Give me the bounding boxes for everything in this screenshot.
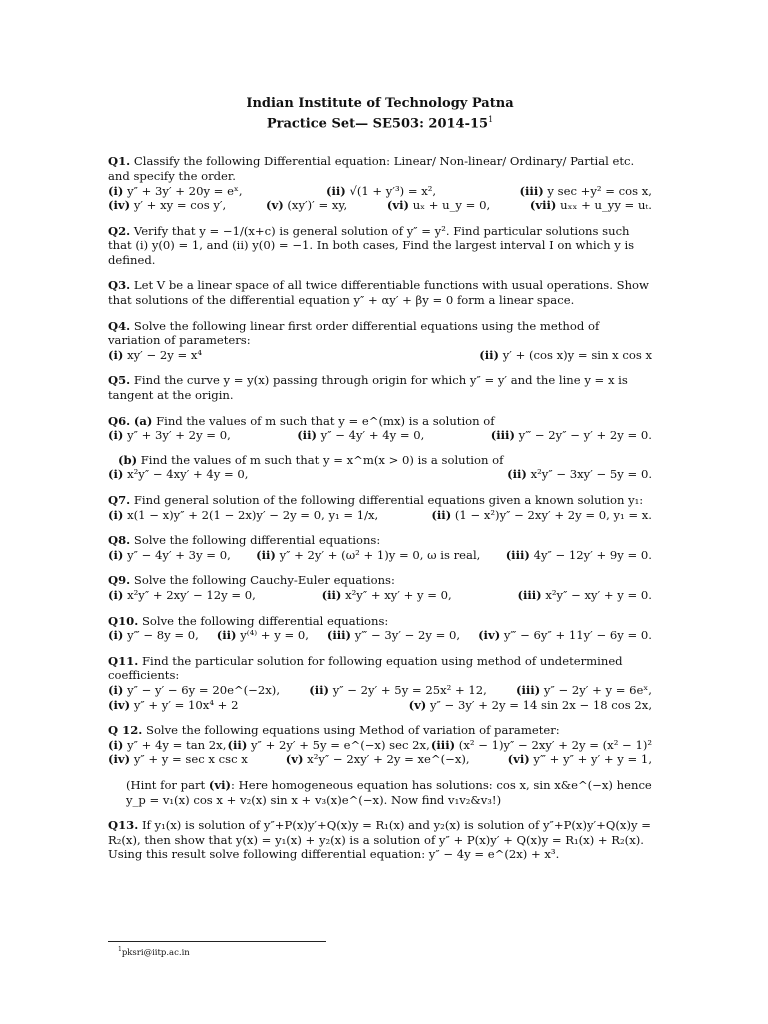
question-4 bbox=[108, 319, 652, 363]
q6a-part-ii: (ii) y″ − 4y′ + 4y = 0, bbox=[297, 428, 425, 443]
question-10-row-1 bbox=[108, 628, 652, 643]
q8-part-iii: (iii) 4y″ − 12y′ + 9y = 0. bbox=[505, 547, 652, 562]
q12-part-iii: (iii) (x² − 1)y″ − 2xy′ + 2y = (x² − 1)² bbox=[430, 737, 652, 752]
question-4-text: Q4. Solve the following linear first order differential equations using the method of variation of parameters: bbox=[108, 318, 600, 348]
question-1-row-1 bbox=[108, 184, 652, 199]
q8-part-i: (i) y″ − 4y′ + 3y = 0, bbox=[108, 547, 231, 562]
question-12-row-1 bbox=[108, 738, 652, 753]
footnote-email: pksri@iitp.ac.in bbox=[121, 947, 190, 958]
q8-part-ii: (ii) y″ + 2y′ + (ω² + 1)y = 0, ω is real, bbox=[256, 547, 481, 562]
q11-part-ii: (ii) y″ − 2y′ + 5y = 25x² + 12, bbox=[309, 682, 487, 697]
question-8 bbox=[108, 533, 652, 562]
question-11-row-2 bbox=[108, 698, 652, 713]
question-11-text: Q11. Find the particular solution for following equation using method of undetermined coefficients: bbox=[108, 653, 623, 683]
q10-part-i: (i) y‴ − 8y = 0, bbox=[108, 628, 199, 643]
q6a-part-iii: (iii) y‴ − 2y″ − y′ + 2y = 0. bbox=[490, 428, 652, 443]
q12-part-i: (i) y″ + 4y = tan 2x, bbox=[108, 737, 227, 752]
q1-part-i: (i) y″ + 3y′ + 20y = eˣ, bbox=[108, 183, 243, 198]
question-2-text: Verify that y = −1/(x+c) is general solution of y″ = y². Find particular solutions such that (i) y(0) = 1, and (ii) y(0) = −1. In both cases, Find the largest interval I on which y is defined. bbox=[108, 223, 635, 267]
q7-part-i: (i) x(1 − x)y″ + 2(1 − 2x)y′ − 2y = 0, y₁ = 1/x, bbox=[108, 507, 379, 522]
question-9 bbox=[108, 573, 652, 602]
question-9-row-1 bbox=[108, 588, 652, 603]
question-6-part-b-text: (b) Find the values of m such that y = x^m(x > 0) is a solution of bbox=[118, 452, 504, 467]
practice-set-title: Practice Set— SE503: $2014-15^1$ bbox=[266, 115, 494, 132]
question-11-row-1 bbox=[108, 683, 652, 698]
question-3: Q3. Let V be a linear space of all twice differentiable functions with usual operations. Show that solutions of the differential equation y″ + αy′ + βy = 0 form a linear space. bbox=[108, 278, 649, 308]
document-page bbox=[108, 96, 652, 873]
question-3-text: Let V be a linear space of all twice differentiable functions with usual operations. Show that solutions of the differential equation y″ + αy′ + βy = 0 form a linear space. bbox=[108, 278, 649, 308]
q9-part-iii: (iii) x²y″ − xy′ + y = 0. bbox=[517, 587, 652, 602]
question-1-text: Q1. Classify the following Differential equation: Linear/ Non-linear/ Ordinary/ Partial etc. and specify the order. bbox=[108, 154, 635, 183]
q12-part-v: (v) x²y″ − 2xy′ + 2y = xe^(−x), bbox=[285, 752, 470, 767]
question-10 bbox=[108, 614, 652, 643]
q7-part-ii: (ii) (1 − x²)y″ − 2xy′ + 2y = 0, y₁ = x. bbox=[431, 507, 652, 522]
q1-part-iii: (iii) y sec +y² = cos x, bbox=[519, 183, 652, 198]
q11-part-iv: (iv) y″ + y′ = 10x⁴ + 2 bbox=[108, 697, 239, 712]
question-2: Q2. Verify that y = −1/(x+c) is general solution of y″ = y². Find particular solutions such that (i) y(0) = 1, and (ii) y(0) = −1. In both cases, Find the largest interval I on which y is defined. bbox=[108, 223, 635, 267]
question-5-text: Find the curve y = y(x) passing through origin for which y″ = y′ and the line y = x is tangent at the origin. bbox=[108, 373, 628, 403]
q1-part-vii: (vii) uₓₓ + u_yy = uₜ. bbox=[529, 198, 652, 213]
question-12 bbox=[108, 723, 652, 807]
q1-part-vi: (vi) uₓ + u_y = 0, bbox=[386, 198, 491, 213]
q4-part-i: (i) xy′ − 2y = x⁴ bbox=[108, 347, 203, 362]
question-9-text: Q9. Solve the following Cauchy-Euler equations: bbox=[108, 573, 395, 588]
q12-part-iv: (iv) y″ + y = sec x csc x bbox=[108, 752, 248, 767]
q10-part-iii: (iii) y‴ − 3y′ − 2y = 0, bbox=[326, 628, 461, 643]
q1-part-iv: (iv) y′ + xy = cos y′, bbox=[108, 198, 227, 213]
q11-part-i: (i) y″ − y′ − 6y = 20e^(−2x), bbox=[108, 682, 281, 697]
question-1 bbox=[108, 154, 652, 212]
question-12-row-2 bbox=[108, 752, 652, 767]
q11-part-v: (v) y″ − 3y′ + 2y = 14 sin 2x − 18 cos 2x, bbox=[408, 697, 652, 712]
question-10-text: Q10. Solve the following differential equations: bbox=[108, 613, 389, 628]
question-4-row-1 bbox=[108, 348, 652, 363]
q6b-part-i: (i) x²y″ − 4xy′ + 4y = 0, bbox=[108, 467, 249, 482]
document-title bbox=[108, 96, 652, 132]
question-7-row-1 bbox=[108, 508, 652, 523]
footnote: $^1$pksri@iitp.ac.in bbox=[118, 946, 190, 958]
q1-part-v: (v) (xy′)′ = xy, bbox=[266, 198, 348, 213]
question-11 bbox=[108, 654, 652, 712]
question-12-hint: (Hint for part (vi): Here homogeneous equation has solutions: cos x, sin x&e^(−x) hence y_p = v₁(x) cos x + v₂(x) sin x + v₃(x)e^(−x). Now find v₁v₂&v₃!) bbox=[126, 777, 652, 807]
footnote-marker: 1 bbox=[488, 115, 494, 124]
q11-part-iii: (iii) y″ − 2y′ + y = 6eˣ, bbox=[516, 682, 652, 697]
q6a-part-i: (i) y″ + 3y′ + 2y = 0, bbox=[108, 428, 231, 443]
q1-part-ii: (ii) √(1 + y′³) = x², bbox=[325, 183, 437, 198]
question-7 bbox=[108, 493, 652, 522]
q10-part-ii: (ii) y⁽⁴⁾ + y = 0, bbox=[216, 628, 309, 643]
q12-part-vi: (vi) y‴ + y″ + y′ + y = 1, bbox=[507, 752, 652, 767]
question-13: Q13. If y₁(x) is solution of y″+P(x)y′+Q(x)y = R₁(x) and y₂(x) is solution of y″+P(x)y′+Q(x)y = R₂(x), then show that y(x) = y₁(x) + y₂(x) is a solution of y″ + P(x)y′ + Q(x)y = R₁(x) + R₂(x). Using this result solve following differential equation: y″ − 4y = e^(2x) + x³. bbox=[108, 818, 651, 862]
question-5: Q5. Find the curve y = y(x) passing through origin for which y″ = y′ and the line y = x is tangent at the origin. bbox=[108, 373, 628, 403]
q6b-part-ii: (ii) x²y″ − 3xy′ − 5y = 0. bbox=[507, 467, 652, 482]
q10-part-iv: (iv) y‴ − 6y″ + 11y′ − 6y = 0. bbox=[478, 628, 652, 643]
question-13-text: If y₁(x) is solution of y″+P(x)y′+Q(x)y = R₁(x) and y₂(x) is solution of y″+P(x)y′+Q(x)y = R₂(x), then show that y(x) = y₁(x) + y₂(x) is a solution of y″ + P(x)y′ + Q(x)y = R₁(x) + R₂(x). Using this result solve following differential equation: y″ − 4y = e^(2x) + x³. bbox=[108, 818, 651, 862]
q12-part-ii: (ii) y″ + 2y′ + 5y = e^(−x) sec 2x, bbox=[227, 737, 430, 752]
q9-part-ii: (ii) x²y″ + xy′ + y = 0, bbox=[321, 587, 452, 602]
question-6-part-b-row bbox=[108, 467, 652, 482]
question-6-part-a-row bbox=[108, 428, 652, 443]
question-1-row-2 bbox=[108, 198, 652, 213]
q9-part-i: (i) x²y″ + 2xy′ − 12y = 0, bbox=[108, 587, 256, 602]
q4-part-ii: (ii) y′ + (cos x)y = sin x cos x bbox=[479, 347, 652, 362]
question-8-row-1 bbox=[108, 548, 652, 563]
footnote-divider bbox=[108, 941, 326, 942]
question-12-text: Q 12. Solve the following equations using Method of variation of parameter: bbox=[108, 723, 560, 738]
question-6 bbox=[108, 414, 652, 482]
question-6-part-b bbox=[108, 453, 652, 482]
institute-name: Indian Institute of Technology Patna bbox=[246, 96, 514, 111]
question-7-text: Q7. Find general solution of the following differential equations given a known solution y₁: bbox=[108, 493, 644, 508]
question-6-part-a-text: Q6. (a) Find the values of m such that y = e^(mx) is a solution of bbox=[108, 413, 495, 428]
question-8-text: Q8. Solve the following differential equations: bbox=[108, 533, 381, 548]
